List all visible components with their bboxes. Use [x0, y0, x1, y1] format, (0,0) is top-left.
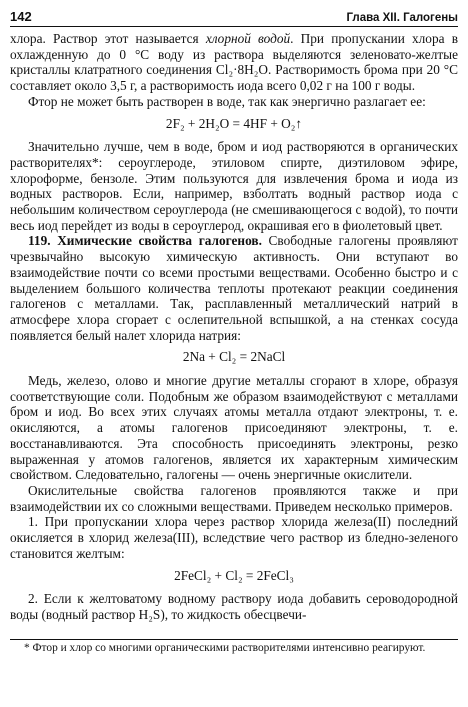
page-header — [10, 6, 458, 27]
text-run: хлора. Раствор этот называется — [10, 31, 206, 46]
paragraph: 1. При пропускании хлора через раствор хлорида железа(II) последний окисляется в хлорид железа(III), вследствие чего раствор из бледно-зеленого становится желтым: — [10, 514, 458, 561]
equation-sodium-chlorine: 2Na + Cl₂ = 2NaCl — [182, 349, 286, 365]
section-paragraph — [10, 233, 458, 343]
equation-iron-chloride: 2FeCl₂ + Cl₂ = 2FeCl₃ — [174, 567, 294, 583]
page-number: 142 — [10, 9, 32, 24]
page-body — [10, 31, 458, 623]
text-run: . При пропускании хлора в охлажденную до 0 °С воду из раствора выделяются зеленовато-желтые кристаллы клатратного соединения Cl₂·8H₂O. Растворимость брома при 20 °С составляет около 3,5 г, а растворимость иода всего 0,02 г на 100 г воды. — [10, 31, 458, 94]
text-run: Свободные галогены проявляют чрезвычайно высокую химическую активность. Они вступают во взаимодействие почти со всеми простыми веществами. Особенно быстро и с выделением большого количества теплоты протекают реакции соединения галогенов с металлами. Так, расплавленный металлический натрий в атмосфере хлора сгорает с ослепительной вспышкой, а на стенках сосуда появляется белый налет хлорида натрия: — [10, 233, 458, 343]
equation-fluorine-water: 2F₂ + 2H₂O = 4HF + O₂↑ — [165, 115, 303, 131]
footnote: * Фтор и хлор со многими органическими растворителями интенсивно реагируют. — [24, 641, 426, 654]
paragraph: Фтор не может быть растворен в воде, так как энергично разлагает ее: — [28, 93, 426, 109]
paragraph: Окислительные свойства галогенов проявляются также и при взаимодействии их со сложными веществами. Приведем несколько примеров. — [10, 482, 458, 514]
book-page — [10, 6, 458, 655]
paragraph — [10, 31, 458, 94]
section-heading: 119. Химические свойства галогенов. — [28, 233, 262, 249]
chapter-title: Глава XII. Галогены — [346, 12, 458, 24]
term-chlorine-water: хлорной водой — [205, 31, 291, 46]
paragraph: Медь, железо, олово и многие другие металлы сгорают в хлоре, образуя соответствующие соли. Подобным же образом взаимодействуют с металлами бром и иод. Во всех этих случаях атомы металла отдают электроны, т. е. окисляются, а атомы галогенов присоединяют электроны, т. е. восстанавливаются. Эта способность присоединять электроны, резко выраженная у атомов галогенов, является их характерным химическим свойством. Следовательно, галогены — очень энергичные окислители. — [10, 373, 458, 483]
paragraph: Значительно лучше, чем в воде, бром и иод растворяются в органических растворителях*: сероуглероде, этиловом спирте, диэтиловом эфире, хлороформе, бензоле. Этим пользуются для извлечения брома и иода из водных растворов. Если, например, взболтать водный раствор иода с небольшим количеством сероуглерода (не смешивающегося с водой), то почти весь иод перейдет из воды в сероуглерод, окрашивая его в фиолетовый цвет. — [10, 139, 458, 233]
paragraph: 2. Если к желтоватому водному раствору иода добавить сероводородной воды (водный раствор H₂S), то жидкость обесцвечи- — [10, 591, 458, 622]
